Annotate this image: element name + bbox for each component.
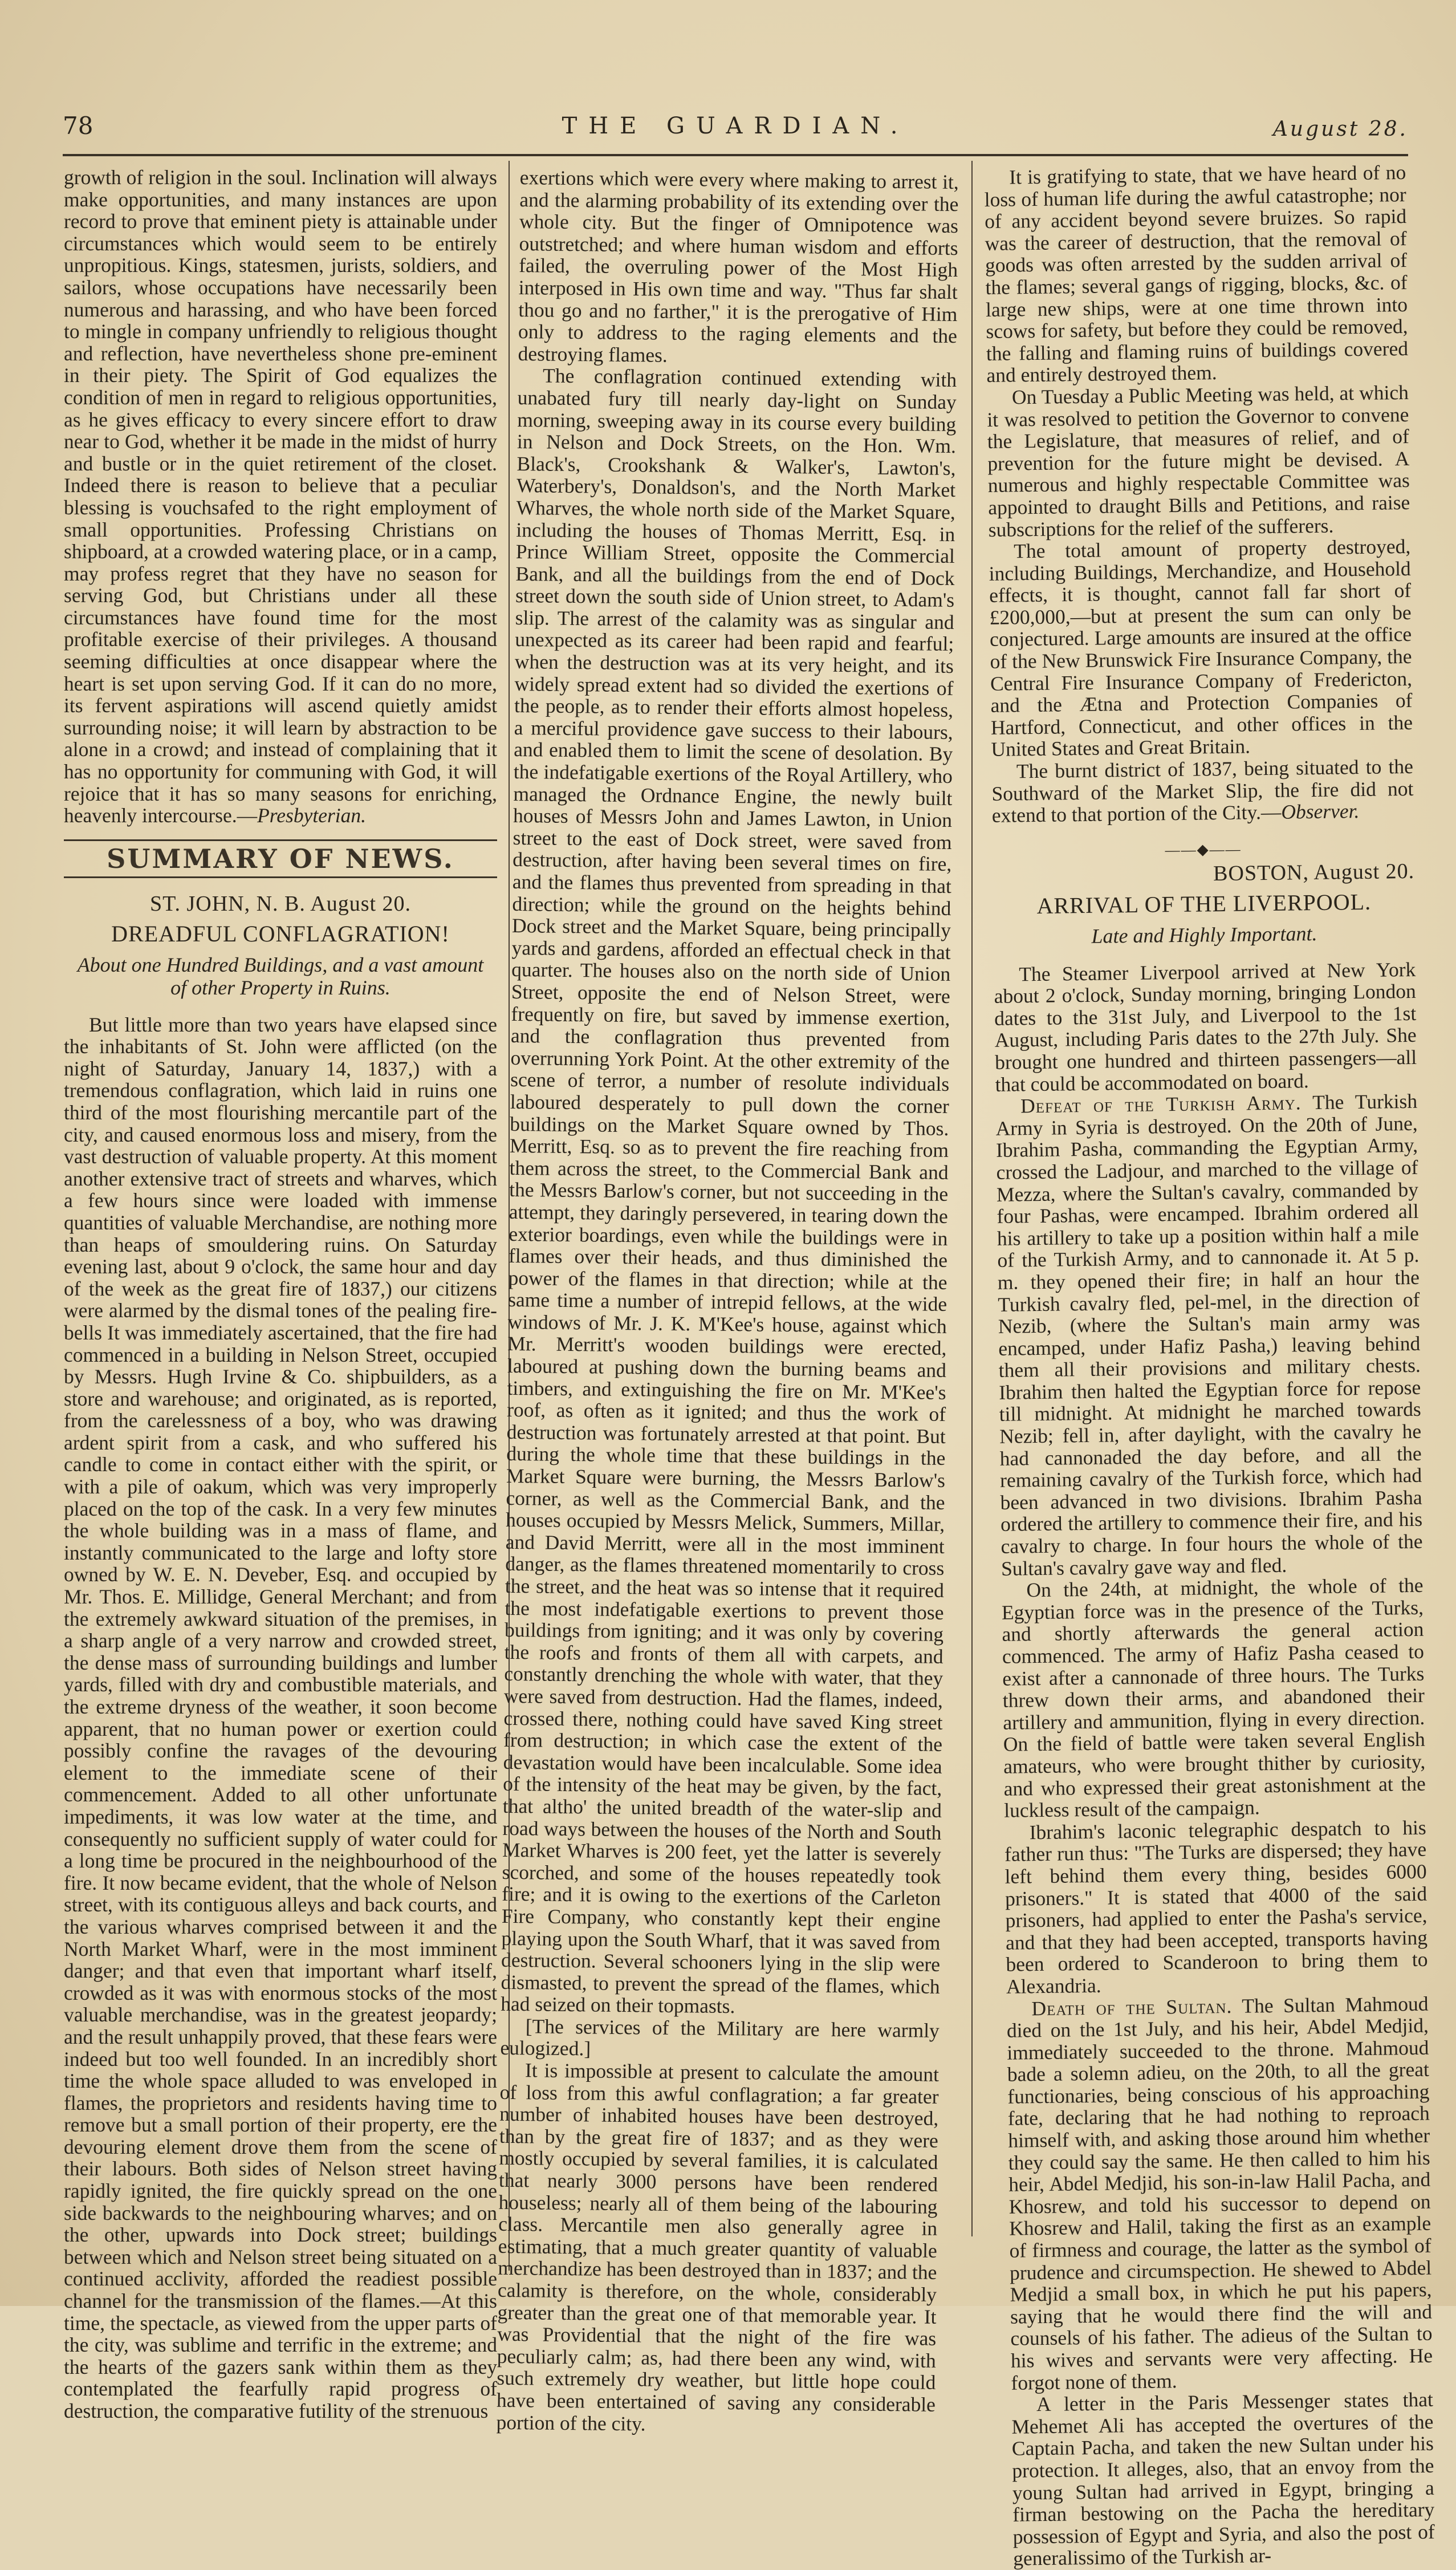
page-header <box>63 112 1408 146</box>
religion-paragraph <box>64 167 497 827</box>
paris-messenger-paragraph: A letter in the Paris Messenger states that Mehemet Ali has accepted the overtures of the Captain Pacha, and taken the new Sultan under his protection. It alleges, also, that an envoy from the young Sultan had arrived in Egypt, bringing a firman bestowing on the Pacha the hereditary possession of Egypt and Syria, and also the post of generalissimo of the Turkish ar- <box>1011 2388 1435 2570</box>
column-1 <box>64 166 497 2422</box>
column-2 <box>496 166 959 2435</box>
summary-of-news-heading: SUMMARY OF NEWS. <box>64 839 497 879</box>
boston-dateline: BOSTON, August 20. <box>1213 859 1415 886</box>
issue-date: August 28. <box>1272 117 1408 141</box>
header-rule <box>63 154 1408 156</box>
conflagration-subhead: About one Hundred Buildings, and a vast amount of other Property in Ruins. <box>77 953 484 999</box>
burnt-district-source: Observer. <box>1281 799 1360 823</box>
page-number: 78 <box>63 112 93 140</box>
property-total-paragraph: The total amount of property destroyed, including Buildings, Merchandize, and Household effects, it is thought, cannot fall far short of £200,000,—but at present the sum can only be conjectured. Large amounts are insured at the office of the New Brunswick Fire Insurance Company, the Central Fire Insurance Company of Fredericton, and the Ætna and Protection Companies of Hartford, Connecticut, and other offices in the United States and Great Britain. <box>989 535 1413 761</box>
ibrahim-despatch-paragraph: Ibrahim's laconic telegraphic despatch to his father run thus: "The Turks are dispersed; they have left behind them every thing, besides 6000 prisoners." It is stated that 4000 of the said prisoners, had applied to enter the Pasha's service, and that they had been accepted, transports having been ordered to Scanderoon to bring them to Alexandria. <box>1004 1816 1428 1998</box>
turkish-defeat-paragraph <box>995 1090 1423 1580</box>
religion-text: growth of religion in the soul. Inclination will always make opportunities, and many instances are upon record to prove that eminent piety is attainable under circumstances which would seem to be entirely unpropitious. Kings, statesmen, jurists, soldiers, and sailors, whose occupations have necessarily been numerous and harassing, and who have been forced to mingle in company unfriendly to religious thought and reflection, have nevertheless shone pre-eminent in their piety. The Spirit of God equalizes the condition of men in regard to religious opportunities, as he gives efficacy to every sincere effort to draw near to God, whether it be made in the midst of hurry and bustle or in the quiet retirement of the closet. Indeed there is reason to believe that a peculiar blessing is vouchsafed to the right employment of small opportunities. Professing Christians on shipboard, at a crowded watering place, or in a camp, may profess regret that they have no season for serving God, but Christians under all these circumstances have found time for the most profitable exercise of their privileges. A thousand seeming difficulties at once disappear where the heart is set upon serving God. If it can do no more, its fervent aspirations will ascend quietly amidst surrounding noise; it will learn by abstraction to be alone in a crowd; and instead of complaining that it has no opportunity for communing with God, it will rejoice that it has so many seasons for enriching, heavenly intercourse.— <box>64 166 497 827</box>
egyptian-force-paragraph: On the 24th, at midnight, the whole of the Egyptian force was in the presence of the Turks, and shortly afterwards the general action commenced. The army of Hafiz Pasha ceased to exist after a cannonade of three hours. The Turks threw down their arms, and abandoned their artillery and ammunition, flying in every direction. On the field of battle were taken several English amateurs, who were brought thither by curiosity, and who expressed their great astonishment at the luckless result of the campaign. <box>1001 1573 1426 1822</box>
death-of-sultan-paragraph <box>1006 1992 1433 2394</box>
steamer-arrival-paragraph: The Steamer Liverpool arrived at New York about 2 o'clock, Sunday morning, bringing London dates to the 31st July, and Liverpool to the 1st August, including Paris dates to the 27th July. She brought one hundred and thirteen passengers—all that could be accommodated on board. <box>994 957 1417 1096</box>
no-loss-of-life-paragraph: It is gratifying to state, that we have heard of no loss of human life during the awful catastrophe; nor of any accident beyond severe bruizes. So rapid was the career of destruction, that the removal of goods was often arrested by the sudden arrival of the flames; several gangs of rigging, blocks, &c. of large new ships, were at one time thrown into scows for safety, but before they could be removed, the falling and flaming ruins of buildings covered and entirely destroyed them. <box>984 160 1409 387</box>
section-ornament: ——◆—— <box>1165 841 1242 859</box>
military-note: [The services of the Military are here warmly eulogized.] <box>500 2015 940 2060</box>
conflagration-continued-paragraph: The conflagration continued extending with unabated fury till nearly day-light on Sunday morning, sweeping away in its course every building in Nelson and Dock Streets, on the Hon. Wm. Black's, Crookshank & Walker's, Lawton's, Waterbery's, Donaldson's, and the North Market Wharves, the whole north side of the Market Square, including the houses of Thomas Merritt, Esq. in Prince William Street, opposite the Commercial Bank, and all the buildings from the end of Dock street down the south side of Union street, to Adam's slip. The arrest of the calamity was as singular and unexpected as its career had been rapid and fearful; when the destruction was at its very height, and its widely spread extent had so divided the exertions of the people, as to render their efforts almost hopeless, a merciful providence gave success to their labours, and enabled them to limit the scene of desolation. By the indefatigable exertions of the Royal Artillery, who managed the Ordnance Engine, the newly built houses of Messrs John and James Lawton, in Union street to the east of Dock street, were saved from destruction, after having been several times on fire, and the flames thus prevented from spreading in that direction; while the ground on the heights behind Dock street and the Market Square, being principally yards and gardens, afforded an effectual check in that quarter. The houses also on the north side of Union Street, opposite the end of Nelson Street, were frequently on fire, but saved by immense exertion, and the conflagration thus prevented from overrunning York Point. At the other extremity of the scene of terror, a number of resolute individuals laboured desperately to pull down the corner buildings on the Market Square owned by Thos. Merritt, Esq. so as to prevent the fire reaching from them across the street, to the Commercial Bank and the Messrs Barlow's corner, but not succeeding in the attempt, they daringly persevered, in tearing down the exterior boardings, even while the buildings were in flames over their heads, and thus diminished the power of the flames in that direction; while at the same time a number of intrepid fellows, at the wide windows of Mr. J. K. M'Kee's house, against which Mr. Merritt's wooden buildings were erected, laboured at pushing down the burning beams and timbers, and extinguishing the fire on Mr. M'Kee's roof, as often as it ignited; and thus the work of destruction was fortunately arrested at that point. But during the whole time that these buildings in the Market Square were burning, the Messrs Barlow's corner, as well as the Commercial Bank, and the houses occupied by Messrs Melick, Summers, Millar, and David Merritt, were all in the most imminent danger, as the flames threatened momentarily to cross the street, and the heat was so intense that it required the most indefatigable exertions to prevent those buildings from igniting; and it was only by covering the roofs and fronts of them all with carpets, and constantly drenching the whole with water, that they were saved from destruction. Had the flames, indeed, crossed there, nothing could have saved King street from destruction; in which case the extent of the devastation would have been incalculable. Some idea of the intensity of the heat may be given, by the fact, that altho' the united breadth of the water-slip and road ways between the houses of the North and South Market Wharves is 200 feet, yet the latter is severely scorched, and some of the houses repeatedly took fire; and it is owing to the exertions of the Carleton Fire Company, who constantly kept their engine playing upon the South Wharf, that it was saved from destruction. Several schooners lying in the slip were dismasted, to prevent the spread of the flames, which had seized on their topmasts. <box>501 364 957 2018</box>
column-3 <box>984 160 1435 2570</box>
religion-source: Presbyterian. <box>257 804 367 827</box>
public-meeting-paragraph: On Tuesday a Public Meeting was held, at which it was resolved to petition the Governor to convene the Legislature, that measures of relief, and of prevention for the future might be devised. A numerous and highly respectable Committee was appointed to draught Bills and Petitions, and raise subscriptions for the relief of the sufferers. <box>987 380 1410 541</box>
newspaper-title: THE GUARDIAN. <box>562 113 909 139</box>
conflagration-paragraph: But little more than two years have elapsed since the inhabitants of St. John were afflicted (on the night of Saturday, January 14, 1837,) with a tremendous conflagration, which laid in ruins one third of the most flourishing mercantile part of the city, and caused enormous loss and misery, from the vast destruction of valuable property. At this moment another extensive tract of streets and wharves, which a few hours since were loaded with immense quantities of valuable Merchandise, are nothing more than heaps of smouldering ruins. On Saturday evening last, about 9 o'clock, the same hour and day of the week as the great fire of 1837,) our citizens were alarmed by the dismal tones of the pealing fire-bells It was immediately ascertained, that the fire had commenced in a building in Nelson Street, occupied by Messrs. Hugh Irvine & Co. shipbuilders, as a store and warehouse; and originated, as is reported, from the carelessness of a boy, who was drawing ardent spirit from a cask, and who suffered his candle to come in contact either with the spirit, or with a pile of oakum, which was very improperly placed on the top of the cask. In a very few minutes the whole building was in a mass of flame, and instantly communicated to the large and lofty store owned by W. E. N. Deveber, Esq. and occupied by Mr. Thos. E. Millidge, General Merchant; and from the extremely awkward situation of the premises, in a sharp angle of a very narrow and crowded street, the dense mass of surrounding buildings and lumber yards, filled with dry and combustible materials, and the extreme dryness of the weather, it soon become apparent, that no human power or exertion could possibly confine the ravages of the devouring element to the immediate scene of their commencement. Added to all other unfortunate impediments, it was low water at the time, and consequently no sufficient supply of water could for a long time be procured in the neighbourhood of the fire. It now became evident, that the whole of Nelson street, with its contiguous alleys and back courts, and the various wharves comprised between it and the North Market Wharf, were in the most imminent danger; and that even that important wharf itself, crowded as it was with enormous stocks of the most valuable merchandise, was in the greatest jeopardy; and the result unhappily proved, that these fears were indeed but too well founded. In an incredibly short time the whole space alluded to was enveloped in flames, the proprietors and residents having time to remove but a small portion of their property, ere the devouring element drove them from the scene of their labours. Both sides of Nelson street having rapidly ignited, the fire quickly spread on the one side backwards to the neighbouring wharves; and on the other, upwards into Dock street; buildings between which and Nelson street being situated on a continued acclivity, afforded the readiest possible channel for the transmission of the flames.—At this time, the spectacle, as viewed from the upper parts of the city, was sublime and terrific in the extreme; and the hearts of the gazers sank within them as they contemplated the fearfully rapid progress of destruction, the comparative futility of the strenuous <box>64 1013 497 2422</box>
turkish-defeat-lead: Defeat of the Turkish Army. <box>1020 1091 1302 1118</box>
conflagration-headline: DREADFUL CONFLAGRATION! <box>111 921 450 947</box>
burnt-district-text: The burnt district of 1837, being situated to the Southward of the Market Slip, the fire did not extend to that portion of the City.— <box>991 754 1414 827</box>
burnt-district-paragraph <box>991 756 1414 827</box>
liverpool-headline: ARRIVAL OF THE LIVERPOOL. <box>1036 888 1372 919</box>
liverpool-subhead: Late and Highly Important. <box>1091 921 1317 948</box>
turkish-defeat-text: The Turkish Army in Syria is destroyed. On the 20th of June, Ibrahim Pasha, commanding the Egyptian Army, crossed the Ladjour, and marched to the village of Mezza, where the Sultan's cavalry, commanded by four Pashas, were encamped. Ibrahim ordered all his artillery to take up a position within half a mile of the Turkish Army, and to cannonade it. At 5 p. m. they opened their fire; in half an hour the Turkish cavalry fled, pel-mel, in the direction of Nezib, (where the Sultan's main army was encamped, under Hafiz Pasha,) leaving behind them all their provisions and military chests. Ibrahim then halted the Egyptian force for repose till midnight. At midnight he marched towards Nezib; fell in, after daylight, with the cavalry he had cannonaded the day before, and all the remaining cavalry of the Turkish force, which had been advanced in two divisions. Ibrahim Pasha ordered the artillery to commence their fire, and his cavalry to charge. In four hours the whole of the Sultan's cavalry gave way and fled. <box>995 1089 1423 1580</box>
exertions-paragraph: exertions which were every where making to arrest it, and the alarming probability of its extending over the whole city. But the finger of Omnipotence was outstretched; and where human wisdom and efforts failed, the overruling power of the Most High interposed in His own time and way. "Thus far shalt thou go and no farther," it is the prerogative of Him only to address to the raging elements and the destroying flames. <box>518 166 959 367</box>
st-john-dateline: ST. JOHN, N. B. August 20. <box>149 892 412 916</box>
column-divider-2 <box>971 161 973 2236</box>
death-of-sultan-text: The Sultan Mahmoud died on the 1st July, and his heir, Abdel Medjid, immediately succeeded to the throne. Mahmoud bade a solemn adieu, on the 20th, to all the great functionaries, being conscious of his approaching fate, declaring that he had nothing to reproach himself with, and asking those around him whether they could say the same. He then called to him his heir, Abdel Medjid, his son-in-law Halil Pacha, and Khosrew, and told his successor to depend on Khosrew and Halil, taking the first as an example of firmness and courage, the latter as the symbol of prudence and circumspection. He shewed to Abdel Medjid a small box, in which he put his papers, saying that he would there find the will and counsels of his father. The adieus of the Sultan to his wives and servants were very affecting. He forgot none of them. <box>1006 1992 1433 2394</box>
loss-estimate-paragraph: It is impossible at present to calculate the amount of loss from this awful conflagration; a far greater number of inhabited houses have been destroyed, than by the great fire of 1837; and as they were mostly occupied by several families, it is calculated that nearly 3000 persons have been rendered houseless; nearly all of them being of the labouring class. Mercantile men also generally agree in estimating, that a much greater quantity of valuable merchandize has been destroyed than in 1837; and the calamity is therefore, on the whole, considerably greater than the great one of that memorable year. It was Providential that the night of the fire was peculiarly calm; as, had there been any wind, with such extremely dry weather, but little hope could have been entertained of saving any considerable portion of the city. <box>496 2059 940 2435</box>
death-of-sultan-lead: Death of the Sultan. <box>1031 1994 1233 2020</box>
